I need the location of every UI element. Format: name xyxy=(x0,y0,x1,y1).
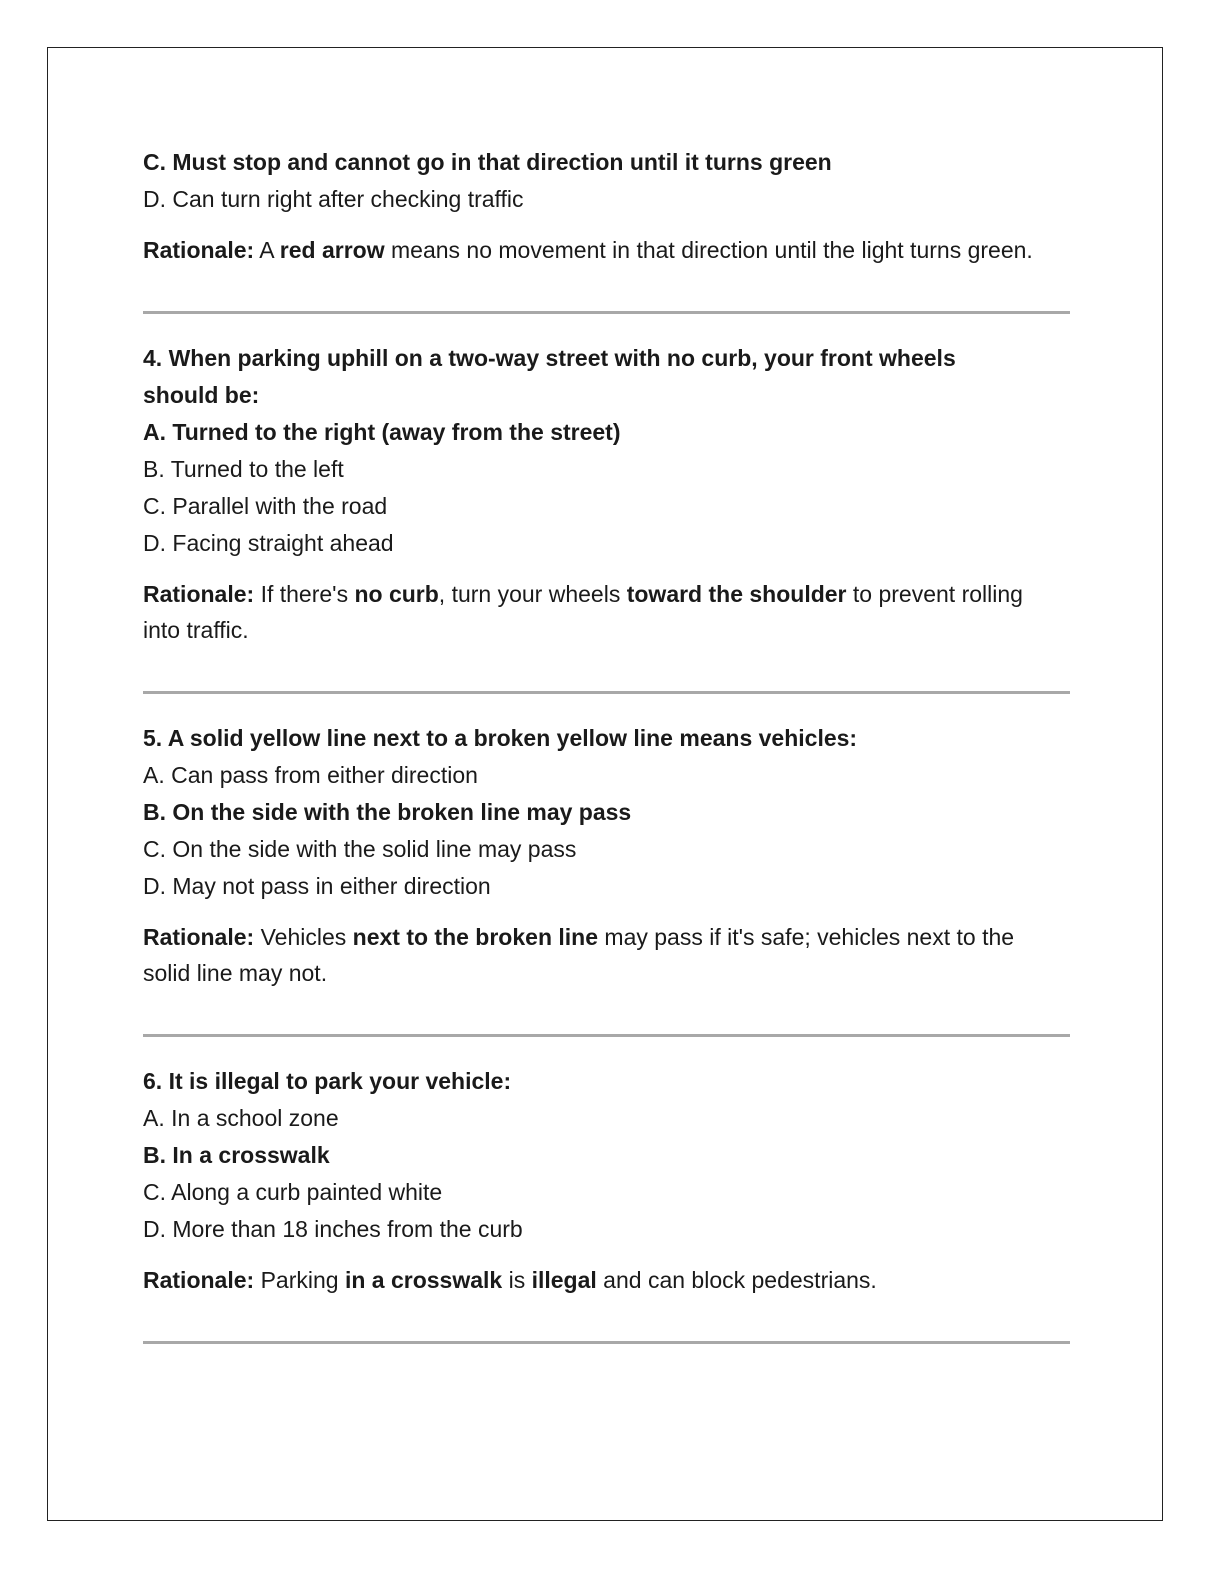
q5-rationale xyxy=(143,919,1053,991)
rationale-label: Rationale: xyxy=(143,924,255,950)
rationale-text: If there's xyxy=(254,581,355,607)
question-3 xyxy=(143,144,1073,268)
question-6 xyxy=(143,1063,1073,1298)
q5-title: 5. A solid yellow line next to a broken yellow line means vehicles: xyxy=(143,725,858,751)
rationale-label: Rationale: xyxy=(143,237,255,263)
rationale-text: Vehicles xyxy=(254,924,353,950)
q4-option-c: C. Parallel with the road xyxy=(143,493,388,519)
q4-rationale xyxy=(143,576,1043,648)
question-5 xyxy=(143,720,1073,991)
q6-option-d: D. More than 18 inches from the curb xyxy=(143,1216,523,1242)
q4-option-a-correct: A. Turned to the right (away from the street) xyxy=(143,419,621,445)
rationale-emphasis: next to the broken line xyxy=(352,924,599,950)
rationale-emphasis: toward the shoulder xyxy=(626,581,847,607)
q5-option-c: C. On the side with the solid line may pass xyxy=(143,836,577,862)
separator-rule xyxy=(143,1034,1070,1037)
question-4 xyxy=(143,340,1073,648)
rationale-emphasis: no curb xyxy=(354,581,439,607)
rationale-label: Rationale: xyxy=(143,1267,255,1293)
rationale-text: is xyxy=(502,1267,532,1293)
q6-title: 6. It is illegal to park your vehicle: xyxy=(143,1068,512,1094)
q6-option-b-correct: B. In a crosswalk xyxy=(143,1142,330,1168)
rationale-text: , turn your wheels xyxy=(438,581,627,607)
page-content xyxy=(143,144,1073,1344)
rationale-emphasis: in a crosswalk xyxy=(344,1267,503,1293)
rationale-text: means no movement in that direction until the light turns green. xyxy=(384,237,1033,263)
q4-title: 4. When parking uphill on a two-way street with no curb, your front wheels should be: xyxy=(143,345,956,408)
q5-option-d: D. May not pass in either direction xyxy=(143,873,491,899)
q6-option-a: A. In a school zone xyxy=(143,1105,339,1131)
q4-option-d: D. Facing straight ahead xyxy=(143,530,394,556)
rationale-label: Rationale: xyxy=(143,581,255,607)
rationale-text: and can block pedestrians. xyxy=(596,1267,877,1293)
q3-rationale xyxy=(143,232,1063,268)
separator-rule xyxy=(143,311,1070,314)
rationale-emphasis: illegal xyxy=(531,1267,597,1293)
q5-option-b-correct: B. On the side with the broken line may pass xyxy=(143,799,632,825)
rationale-text: may pass if it's safe; vehicles next to the solid line may not. xyxy=(143,924,1015,986)
q3-option-c-correct: C. Must stop and cannot go in that direction until it turns green xyxy=(143,149,832,175)
q6-rationale xyxy=(143,1262,1053,1298)
q4-option-b: B. Turned to the left xyxy=(143,456,344,482)
rationale-text: to prevent rolling into traffic. xyxy=(143,581,1023,643)
q5-option-a: A. Can pass from either direction xyxy=(143,762,478,788)
rationale-emphasis: red arrow xyxy=(279,237,385,263)
q6-option-c: C. Along a curb painted white xyxy=(143,1179,443,1205)
q3-option-d: D. Can turn right after checking traffic xyxy=(143,186,524,212)
separator-rule xyxy=(143,691,1070,694)
rationale-text: A xyxy=(254,237,280,263)
rationale-text: Parking xyxy=(254,1267,345,1293)
separator-rule xyxy=(143,1341,1070,1344)
